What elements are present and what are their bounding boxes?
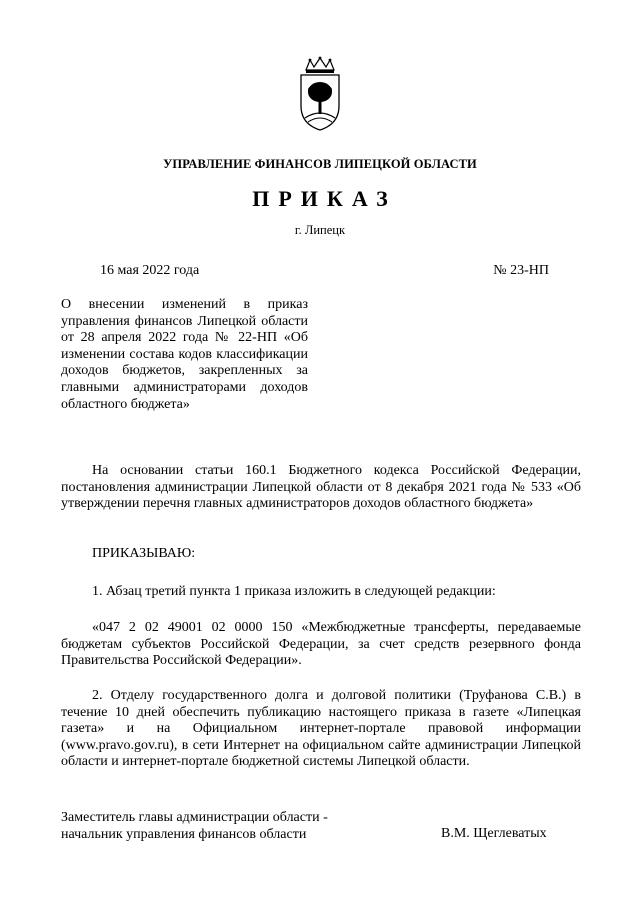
document-subject: О внесении изменений в приказ управления финансов Липецкой области от 28 апреля 2022 года № 22-НП «Об изменении состава кодов классификации доходов бюджетов, закрепленных за главными администраторами доходов областного бюджета» [61,297,308,412]
signatory-position-line-1: Заместитель главы администрации области - [61,810,328,825]
item-1: 1. Абзац третий пункта 1 приказа изложить в следующей редакции: [92,584,496,599]
document-number: № 23-НП [493,263,549,278]
basis-paragraph: На основании статьи 160.1 Бюджетного кодекса Российской Федерации, постановления администрации Липецкой области от 8 декабря 2021 года № 533 «Об утверждении перечня главных администраторов доходов областного бюджета» [61,463,581,512]
organization-name: УПРАВЛЕНИЕ ФИНАНСОВ ЛИПЕЦКОЙ ОБЛАСТИ [163,157,477,171]
document-type-title: ПРИКАЗ [252,186,397,211]
document-date: 16 мая 2022 года [100,263,200,278]
order-word: ПРИКАЗЫВАЮ: [92,546,196,561]
item-1-text: «047 2 02 49001 02 0000 150 «Межбюджетные трансферты, передаваемые бюджетам субъектов Российской Федерации, за счет средств резервного фонда Правительства Российской Федерации». [61,620,581,669]
item-2: 2. Отделу государственного долга и долговой политики (Труфанова С.В.) в течение 10 дней обеспечить публикацию настоящего приказа в газете «Липецкая газета» и на Официальном интернет-портале правовой информации (www.pravo.gov.ru), в сети Интернет на официальном сайте администрации Липецкой области и интернет-портале бюджетной системы Липецкой области. [61,688,581,770]
lipetsk-coat-of-arms-icon [296,56,344,132]
signatory-position-line-2: начальник управления финансов области [61,827,307,842]
city: г. Липецк [294,223,346,237]
signatory-position [61,809,328,843]
signatory-name: В.М. Щеглеватых [441,826,547,841]
